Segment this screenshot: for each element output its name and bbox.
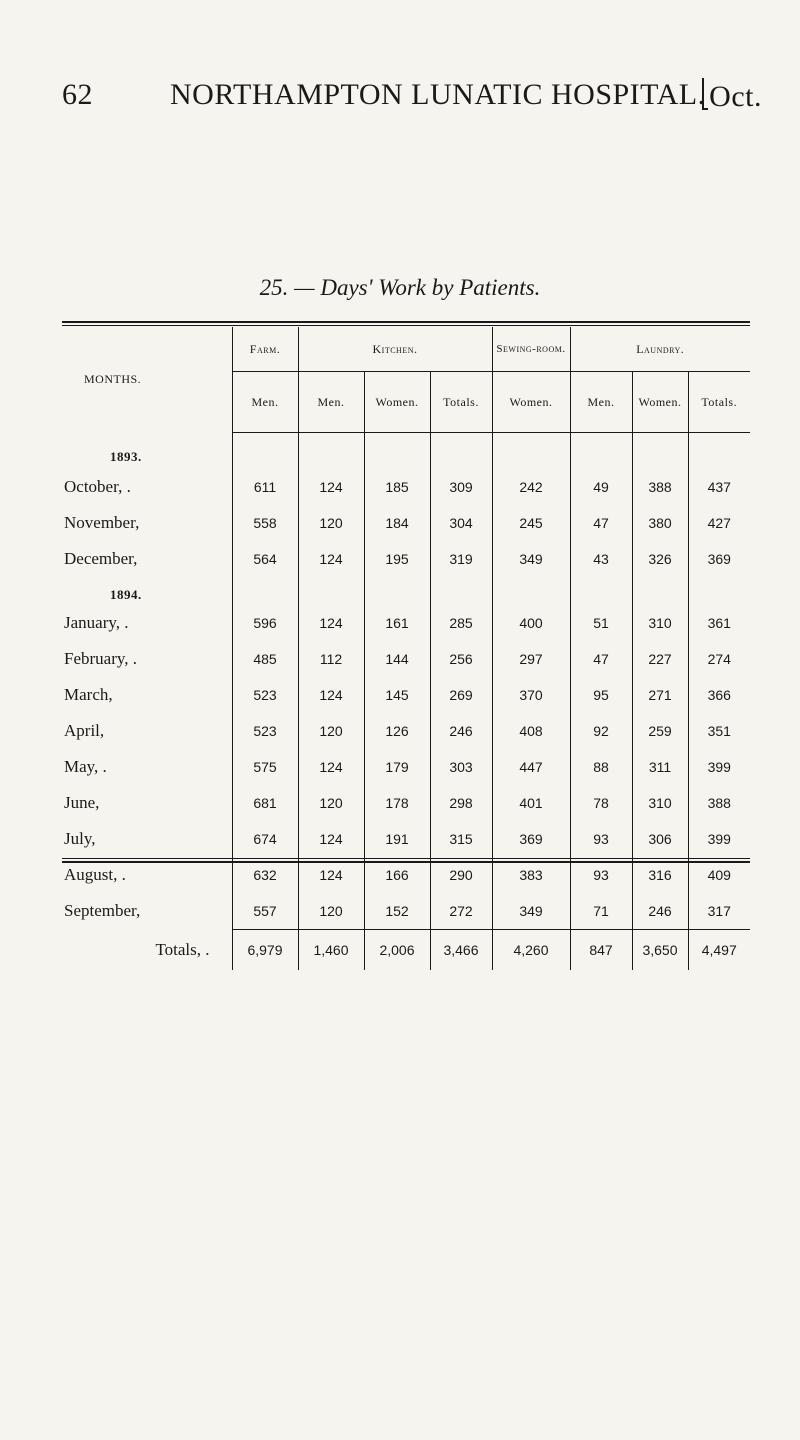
- month-cell: [62, 433, 232, 506]
- kitchen-men-header: Men.: [298, 372, 364, 433]
- farm-men-cell: 485: [232, 641, 298, 677]
- laundry-totals-cell: 361: [688, 577, 750, 641]
- kitchen-men-total: 1,460: [298, 930, 364, 971]
- laundry-men-header: Men.: [570, 372, 632, 433]
- year-label: 1893.: [110, 448, 142, 464]
- month-cell: September,: [64, 901, 141, 921]
- kitchen-women-cell: 166: [364, 857, 430, 893]
- sewing-women-cell: 297: [492, 641, 570, 677]
- kitchen-men-cell: 124: [298, 541, 364, 577]
- farm-men-total: 6,979: [232, 930, 298, 971]
- kitchen-totals-cell: 246: [430, 713, 492, 749]
- days-work-table: [62, 327, 750, 970]
- table-row: [62, 577, 750, 641]
- farm-men-cell: 575: [232, 749, 298, 785]
- kitchen-women-cell: 191: [364, 821, 430, 857]
- laundry-totals-cell: 409: [688, 857, 750, 893]
- table-row: [62, 749, 750, 785]
- laundry-men-cell: 47: [570, 641, 632, 677]
- laundry-women-cell: 326: [632, 541, 688, 577]
- laundry-women-cell: 316: [632, 857, 688, 893]
- header-month: [702, 78, 762, 114]
- top-rule: [62, 321, 750, 323]
- sewing-women-cell: 447: [492, 749, 570, 785]
- laundry-totals-cell: 427: [688, 505, 750, 541]
- month-cell: May, .: [64, 757, 107, 776]
- laundry-men-cell: 49: [570, 433, 632, 506]
- laundry-women-cell: 259: [632, 713, 688, 749]
- sewing-women-cell: 383: [492, 857, 570, 893]
- table-row: [62, 821, 750, 857]
- laundry-totals-cell: 388: [688, 785, 750, 821]
- page-number: 62: [62, 78, 93, 111]
- month-cell: June,: [64, 793, 100, 812]
- group-header-row: [62, 327, 750, 372]
- laundry-women-cell: 227: [632, 641, 688, 677]
- kitchen-totals-cell: 269: [430, 677, 492, 713]
- laundry-women-cell: 310: [632, 785, 688, 821]
- kitchen-men-cell: 124: [298, 749, 364, 785]
- month-cell: December,: [64, 549, 138, 568]
- laundry-men-cell: 93: [570, 821, 632, 857]
- bottom-rule: [62, 861, 750, 863]
- kitchen-totals-cell: 309: [430, 433, 492, 506]
- kitchen-women-cell: 126: [364, 713, 430, 749]
- farm-men-cell: 681: [232, 785, 298, 821]
- table-row: [62, 713, 750, 749]
- bracket-mark: [702, 78, 708, 110]
- laundry-totals-cell: 317: [688, 893, 750, 930]
- table-body: [62, 433, 750, 971]
- running-head: NORTHAMPTON LUNATIC HOSPITAL.: [170, 78, 706, 111]
- kitchen-totals-cell: 285: [430, 577, 492, 641]
- laundry-totals-cell: 437: [688, 433, 750, 506]
- kitchen-women-cell: 161: [364, 577, 430, 641]
- top-rule-thin: [62, 325, 750, 326]
- kitchen-men-cell: 124: [298, 857, 364, 893]
- laundry-men-cell: 51: [570, 577, 632, 641]
- laundry-women-cell: 306: [632, 821, 688, 857]
- bottom-rule-thin: [62, 858, 750, 859]
- sewing-women-cell: 369: [492, 821, 570, 857]
- kitchen-women-header: Women.: [364, 372, 430, 433]
- header-month-text: Oct.: [709, 80, 762, 113]
- table-row: [62, 785, 750, 821]
- table-row: [62, 893, 750, 930]
- year-label: 1894.: [110, 587, 142, 602]
- laundry-totals-total: 4,497: [688, 930, 750, 971]
- kitchen-women-cell: 152: [364, 893, 430, 930]
- farm-men-cell: 523: [232, 713, 298, 749]
- laundry-header: Laundry.: [570, 327, 750, 372]
- laundry-men-cell: 47: [570, 505, 632, 541]
- kitchen-totals-cell: 303: [430, 749, 492, 785]
- kitchen-men-cell: 124: [298, 433, 364, 506]
- kitchen-men-cell: 112: [298, 641, 364, 677]
- month-cell: [62, 577, 232, 641]
- laundry-totals-cell: 366: [688, 677, 750, 713]
- kitchen-totals-cell: 319: [430, 541, 492, 577]
- laundry-totals-header: Totals.: [688, 372, 750, 433]
- laundry-totals-cell: 351: [688, 713, 750, 749]
- kitchen-men-cell: 124: [298, 821, 364, 857]
- laundry-women-cell: 310: [632, 577, 688, 641]
- kitchen-women-cell: 185: [364, 433, 430, 506]
- kitchen-totals-cell: 256: [430, 641, 492, 677]
- table-row: [62, 505, 750, 541]
- laundry-totals-cell: 274: [688, 641, 750, 677]
- laundry-totals-cell: 399: [688, 749, 750, 785]
- kitchen-header: Kitchen.: [298, 327, 492, 372]
- table-row: [62, 541, 750, 577]
- kitchen-men-cell: 120: [298, 893, 364, 930]
- kitchen-totals-cell: 298: [430, 785, 492, 821]
- sewing-women-cell: 408: [492, 713, 570, 749]
- sewing-women-cell: 245: [492, 505, 570, 541]
- laundry-men-cell: 43: [570, 541, 632, 577]
- sewing-women-cell: 349: [492, 541, 570, 577]
- farm-men-cell: 596: [232, 577, 298, 641]
- kitchen-totals-cell: 272: [430, 893, 492, 930]
- sewing-room-header: Sewing-room.: [492, 327, 570, 372]
- laundry-men-cell: 95: [570, 677, 632, 713]
- month-cell: July,: [64, 829, 96, 848]
- month-cell: March,: [64, 685, 113, 704]
- laundry-women-cell: 311: [632, 749, 688, 785]
- kitchen-totals-cell: 315: [430, 821, 492, 857]
- farm-men-cell: 611: [232, 433, 298, 506]
- laundry-women-total: 3,650: [632, 930, 688, 971]
- laundry-women-cell: 388: [632, 433, 688, 506]
- totals-row: [62, 930, 750, 971]
- page-header: [62, 78, 762, 118]
- month-cell: April,: [64, 721, 105, 740]
- month-label: January, .: [64, 613, 129, 632]
- laundry-men-cell: 88: [570, 749, 632, 785]
- kitchen-women-cell: 195: [364, 541, 430, 577]
- sewing-women-cell: 401: [492, 785, 570, 821]
- kitchen-totals-header: Totals.: [430, 372, 492, 433]
- kitchen-women-cell: 178: [364, 785, 430, 821]
- months-header: MONTHS.: [84, 372, 142, 387]
- farm-men-cell: 523: [232, 677, 298, 713]
- farm-header: Farm.: [232, 327, 298, 372]
- kitchen-men-cell: 120: [298, 713, 364, 749]
- table-title: 25. — Days' Work by Patients.: [259, 275, 541, 300]
- table-row: [62, 641, 750, 677]
- laundry-men-total: 847: [570, 930, 632, 971]
- kitchen-totals-cell: 304: [430, 505, 492, 541]
- laundry-men-cell: 93: [570, 857, 632, 893]
- sewing-women-cell: 242: [492, 433, 570, 506]
- totals-label: Totals, .: [155, 939, 210, 959]
- table-row: [62, 433, 750, 506]
- kitchen-men-cell: 120: [298, 505, 364, 541]
- kitchen-women-cell: 179: [364, 749, 430, 785]
- laundry-men-cell: 78: [570, 785, 632, 821]
- farm-men-header: Men.: [232, 372, 298, 433]
- kitchen-women-cell: 144: [364, 641, 430, 677]
- month-cell: February, .: [64, 649, 138, 668]
- sewing-women-cell: 370: [492, 677, 570, 713]
- kitchen-men-cell: 124: [298, 677, 364, 713]
- kitchen-women-cell: 184: [364, 505, 430, 541]
- farm-men-cell: 557: [232, 893, 298, 930]
- table-row: [62, 677, 750, 713]
- month-label: October, .: [64, 476, 131, 496]
- kitchen-men-cell: 124: [298, 577, 364, 641]
- month-cell: August, .: [64, 865, 126, 884]
- laundry-women-header: Women.: [632, 372, 688, 433]
- kitchen-women-total: 2,006: [364, 930, 430, 971]
- farm-men-cell: 558: [232, 505, 298, 541]
- sewing-women-cell: 349: [492, 893, 570, 930]
- sewing-women-cell: 400: [492, 577, 570, 641]
- farm-men-cell: 674: [232, 821, 298, 857]
- laundry-totals-cell: 369: [688, 541, 750, 577]
- kitchen-totals-cell: 290: [430, 857, 492, 893]
- laundry-men-cell: 92: [570, 713, 632, 749]
- laundry-totals-cell: 399: [688, 821, 750, 857]
- sewing-women-total: 4,260: [492, 930, 570, 971]
- laundry-women-cell: 246: [632, 893, 688, 930]
- sewing-women-header: Women.: [492, 372, 570, 433]
- farm-men-cell: 632: [232, 857, 298, 893]
- laundry-women-cell: 380: [632, 505, 688, 541]
- farm-men-cell: 564: [232, 541, 298, 577]
- kitchen-men-cell: 120: [298, 785, 364, 821]
- month-cell: November,: [64, 513, 140, 532]
- laundry-men-cell: 71: [570, 893, 632, 930]
- laundry-women-cell: 271: [632, 677, 688, 713]
- kitchen-women-cell: 145: [364, 677, 430, 713]
- kitchen-totals-total: 3,466: [430, 930, 492, 971]
